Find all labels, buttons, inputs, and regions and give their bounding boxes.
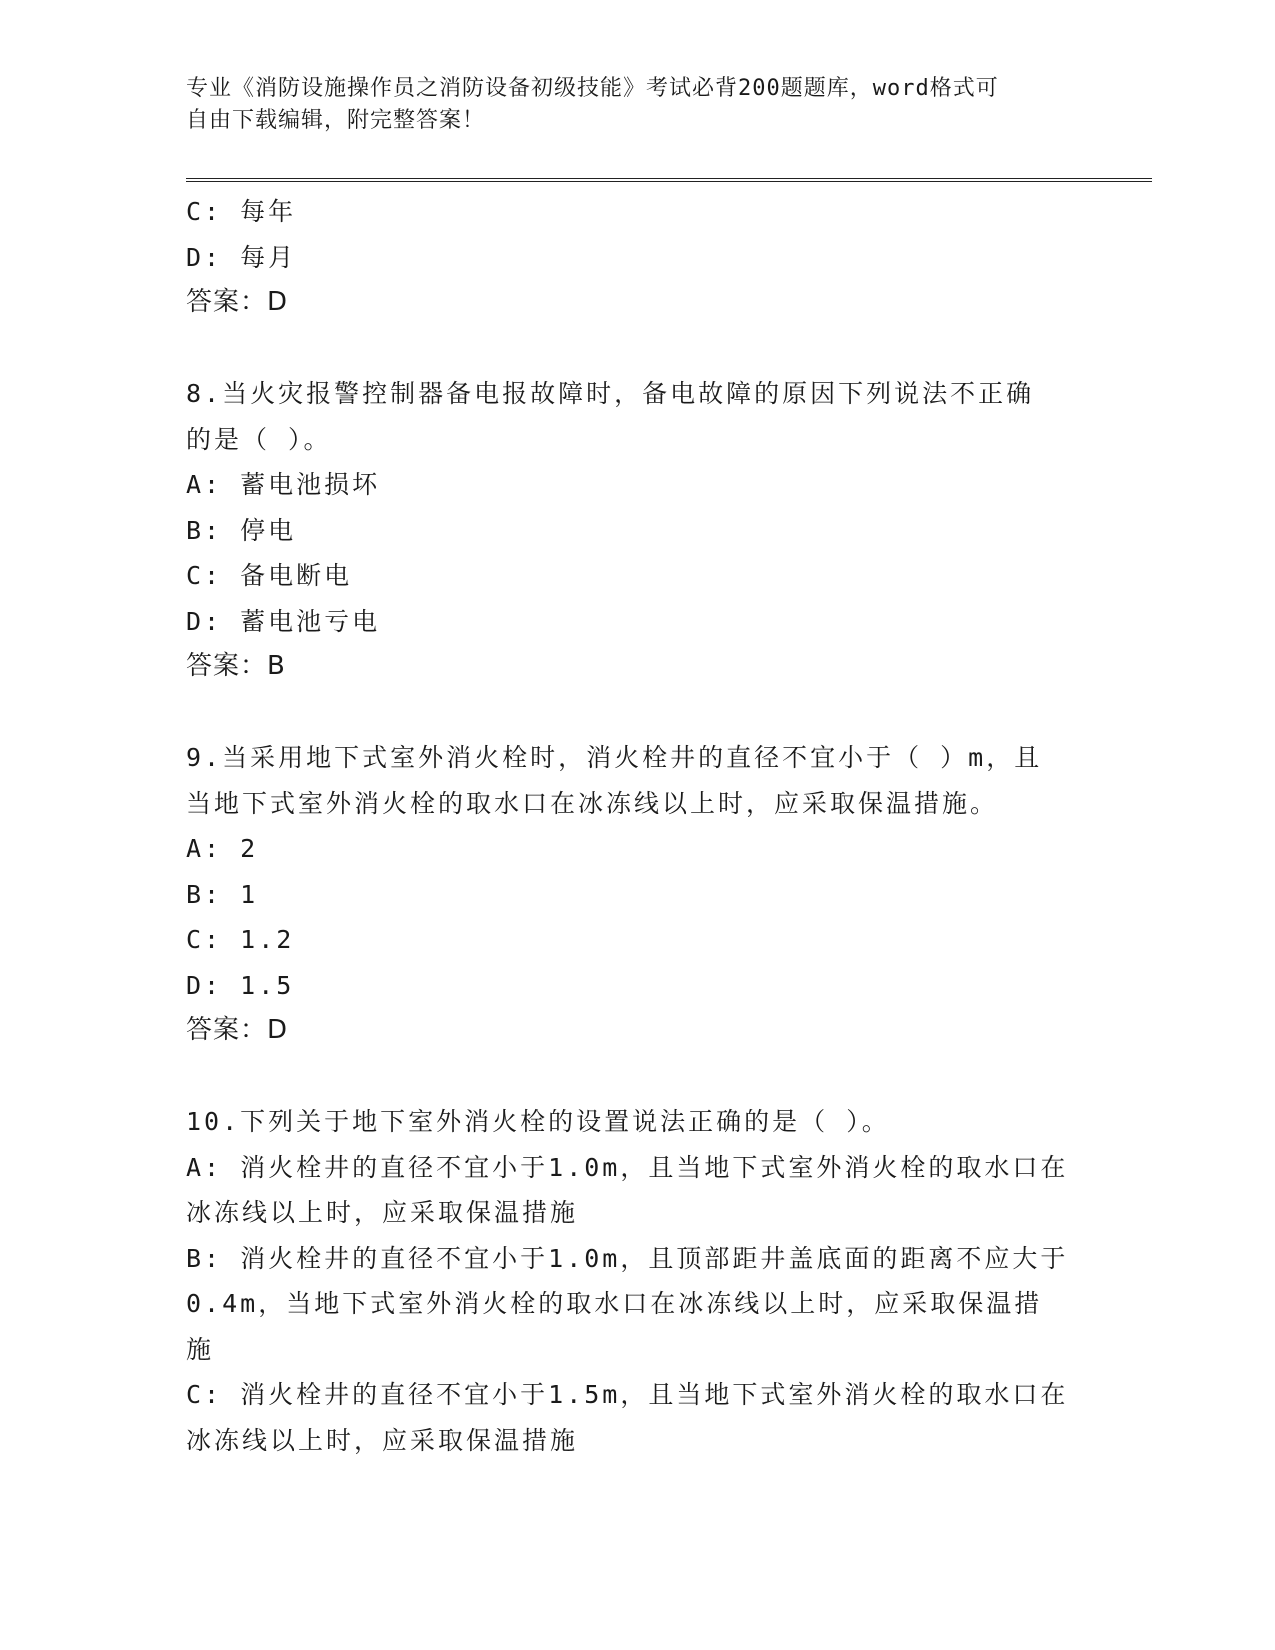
question-10	[186, 1099, 1086, 1463]
option-b: B: 1	[186, 879, 259, 909]
question-stem-continued: 当地下式室外消火栓的取水口在冰冻线以上时，应采取保温措施。	[186, 788, 999, 818]
question-9	[186, 735, 1086, 1054]
option-b: B: 停电	[186, 515, 297, 545]
answer-line: 答案：B	[186, 651, 286, 681]
option-c: C: 1.2	[186, 925, 295, 954]
answer-line: 答案：D	[186, 287, 289, 317]
option-a: A: 蓄电池损坏	[186, 470, 381, 499]
question-prev	[186, 189, 1086, 326]
question-stem: 10.下列关于地下室外消火栓的设置说法正确的是（ ）。	[186, 1107, 890, 1136]
question-stem: 8.当火灾报警控制器备电报故障时，备电故障的原因下列说法不正确	[186, 379, 1035, 408]
spacer	[186, 690, 1086, 736]
question-stem-continued: 的是（ ）。	[186, 424, 332, 454]
option-a: A: 2	[186, 834, 259, 863]
option-c: C: 每年	[186, 197, 297, 226]
spacer	[186, 326, 1086, 372]
header-line-1: 专业《消防设施操作员之消防设备初级技能》考试必背200题题库，word格式可	[186, 76, 999, 101]
option-b-continued: 施	[186, 1334, 215, 1364]
question-8	[186, 371, 1086, 690]
option-c: C: 消火栓井的直径不宜小于1.5m，且当地下式室外消火栓的取水口在	[186, 1380, 1069, 1409]
question-stem: 9.当采用地下式室外消火栓时，消火栓井的直径不宜小于（ ）m，且	[186, 743, 1043, 772]
option-a-continued: 冰冻线以上时，应采取保温措施	[186, 1198, 579, 1227]
option-d: D: 每月	[186, 242, 297, 272]
header-line-2: 自由下载编辑，附完整答案！	[186, 108, 486, 133]
option-d: D: 蓄电池亏电	[186, 606, 381, 636]
option-a: A: 消火栓井的直径不宜小于1.0m，且当地下式室外消火栓的取水口在	[186, 1152, 1069, 1182]
option-c-continued: 冰冻线以上时，应采取保温措施	[186, 1425, 579, 1455]
header-divider	[186, 178, 1152, 182]
question-list	[186, 189, 1086, 1463]
option-d: D: 1.5	[186, 970, 295, 1000]
option-c: C: 备电断电	[186, 561, 353, 590]
option-b-continued: 0.4m，当地下式室外消火栓的取水口在冰冻线以上时，应采取保温措	[186, 1289, 1043, 1318]
spacer	[186, 1054, 1086, 1100]
document-header	[186, 73, 1066, 137]
answer-line: 答案：D	[186, 1015, 289, 1045]
option-b: B: 消火栓井的直径不宜小于1.0m，且顶部距井盖底面的距离不应大于	[186, 1243, 1069, 1273]
